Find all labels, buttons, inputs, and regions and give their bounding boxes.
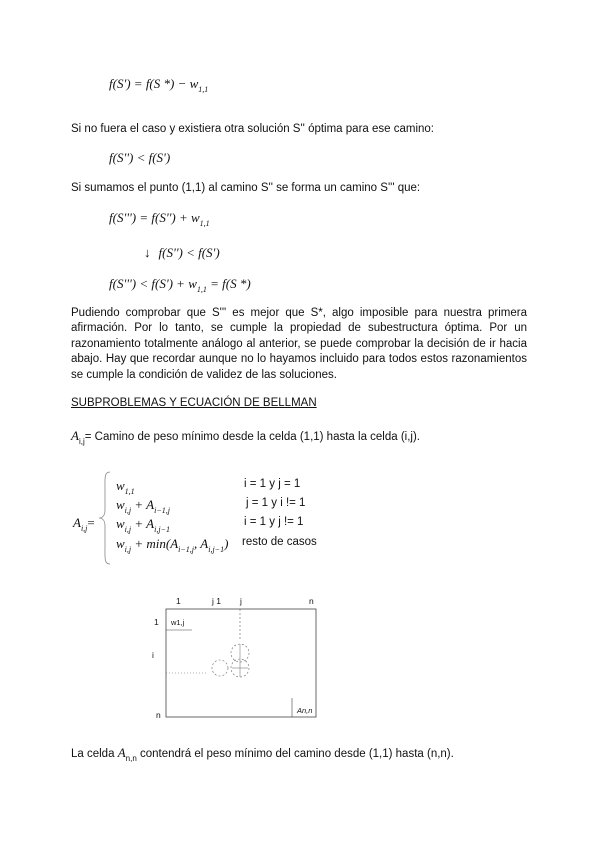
corner-label-ann: An,n [297,706,313,715]
bellman-case-4-cond: resto de casos [242,536,317,548]
bellman-case-2-expr: $w_{i,j} + A_{i-1,j}$ [116,497,170,515]
col-label-n: n [309,596,314,606]
bellman-case-3-expr: $w_{i,j} + A_{i,j-1}$ [116,516,170,534]
section-heading: SUBPROBLEMAS Y ECUACIÓN DE BELLMAN [71,397,317,409]
bellman-case-3-cond: i = 1 y j != 1 [244,516,304,528]
cell-label-w: w1,j [171,618,185,627]
col-label-1: 1 [176,596,181,606]
row-label-1: 1 [154,617,159,627]
equation-5: $f(S''') < f(S') + w_{1,1} = f(S$ *) [109,276,251,294]
col-label-j-minus-1: j 1 [212,596,221,606]
definition-line: $A_{i,j}= Camino$ de peso mínimo desde la celda (1,1) hasta la celda (i,j). [71,428,421,446]
bellman-brace-icon [98,470,112,566]
body-paragraph: Pudiendo comprobar que S''' es mejor que S*, algo imposible para nuestra primera afirmación. Por lo tanto, se cumple la propiedad de subestructura óptima. Por un razonamiento totalmente análogo al anterior, se puede comprobar la decisión de ir hacia abajo. Hay que recordar aunque no lo hayamos incluido para todos estos razonamientos se cumple la condición de validez de las soluciones. [71,307,527,381]
final-line: La celda $A_{n,n}$ contendrá el peso mínimo del camino desde (1,1) hasta (n,n). [71,745,454,763]
text-line-2: Si sumamos el punto (1,1) al camino S'' se forma un camino S''' que: [71,182,421,194]
bellman-case-4-expr: $w_{i,j} + \min(A_{i-1,j}$, $A_{i,j-1}$) [116,536,229,554]
text-line-1: Si no fuera el caso y existiera otra solución S'' óptima para ese camino: [71,123,434,135]
row-label-i: i [152,650,154,660]
bellman-lhs: $A_{i,j}=$ [73,515,95,533]
bellman-case-1-expr: $w_{1,1}$ [116,478,135,496]
equation-1: f(S') = f(S *) − $w_{1,1}$ [109,76,209,94]
row-label-n: n [156,710,161,720]
equation-3: $f(S''') = f(S'') + w_{1,1}$ [109,210,210,228]
equation-4: ↓ f(S'') < f(S') [144,245,220,260]
bellman-case-2-cond: j = 1 y i != 1 [246,497,306,509]
down-arrow-icon: ↓ [144,245,151,260]
equation-2: f(S'') < f(S') [109,150,171,165]
bellman-case-1-cond: i = 1 y j = 1 [244,478,301,490]
col-label-j: j [240,596,242,606]
